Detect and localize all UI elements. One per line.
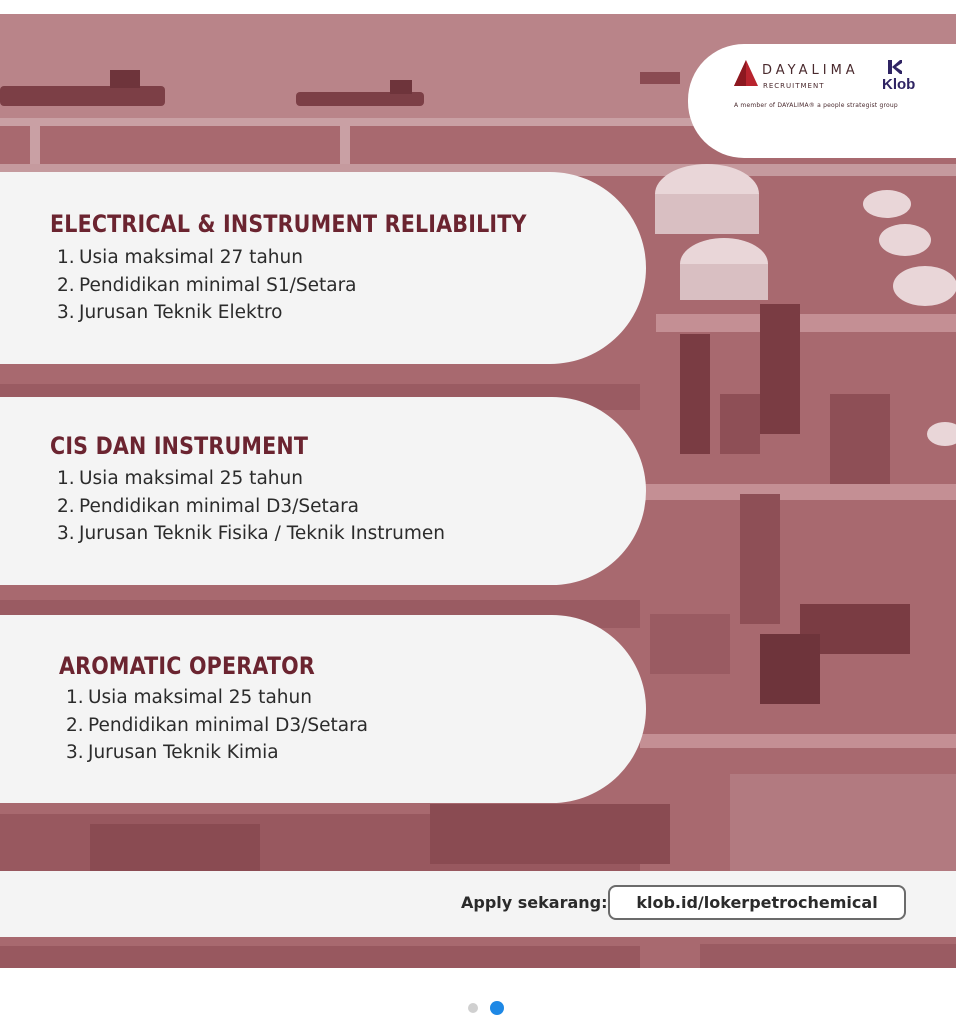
apply-link-button[interactable]: klob.id/lokerpetrochemical [608,885,906,920]
partner-logo-text: Klob [882,76,916,93]
list-item [57,465,445,493]
list-number: 2. [66,714,84,736]
requirements-list [57,244,357,327]
list-number: 3. [66,742,84,763]
brand-subtitle: RECRUITMENT [763,82,825,90]
dayalima-triangle-icon [734,60,758,86]
requirements-list [66,684,368,767]
job-card [0,397,646,585]
list-number: 1. [66,687,84,708]
list-number: 2. [57,274,75,296]
list-item [57,272,357,300]
job-title: CIS DAN INSTRUMENT [50,432,309,460]
carousel-dot-1[interactable] [468,1003,478,1013]
job-title: ELECTRICAL & INSTRUMENT RELIABILITY [50,210,527,238]
list-item [57,244,357,272]
requirement-text: Pendidikan minimal D3/Setara [79,495,360,517]
list-item [57,299,357,327]
requirement-text: Usia maksimal 27 tahun [79,247,303,268]
list-number: 2. [57,495,75,517]
requirement-text: Jurusan Teknik Elektro [79,302,283,323]
list-item [57,520,445,548]
job-card [0,172,646,364]
list-number: 1. [57,247,75,268]
brand-name: DAYALIMA [762,63,859,78]
carousel-dot-2-active[interactable] [490,1001,504,1015]
requirement-text: Usia maksimal 25 tahun [88,687,312,708]
list-number: 3. [57,302,75,323]
list-item [57,493,445,521]
list-item [66,712,368,740]
job-card [0,615,646,803]
logo-panel [688,44,956,158]
list-number: 1. [57,468,75,489]
requirement-text: Pendidikan minimal D3/Setara [88,714,369,736]
klob-k-icon [888,60,902,74]
requirement-text: Usia maksimal 25 tahun [79,468,303,489]
requirement-text: Pendidikan minimal S1/Setara [79,274,357,296]
list-item [66,739,368,767]
apply-label: Apply sekarang: [461,893,608,912]
list-number: 3. [57,523,75,544]
list-item [66,684,368,712]
requirements-list [57,465,445,548]
requirement-text: Jurusan Teknik Kimia [88,742,279,763]
job-title: AROMATIC OPERATOR [59,652,315,680]
requirement-text: Jurusan Teknik Fisika / Teknik Instrumen [79,523,445,544]
brand-tagline: A member of DAYALIMA® a people strategist group [734,102,898,109]
